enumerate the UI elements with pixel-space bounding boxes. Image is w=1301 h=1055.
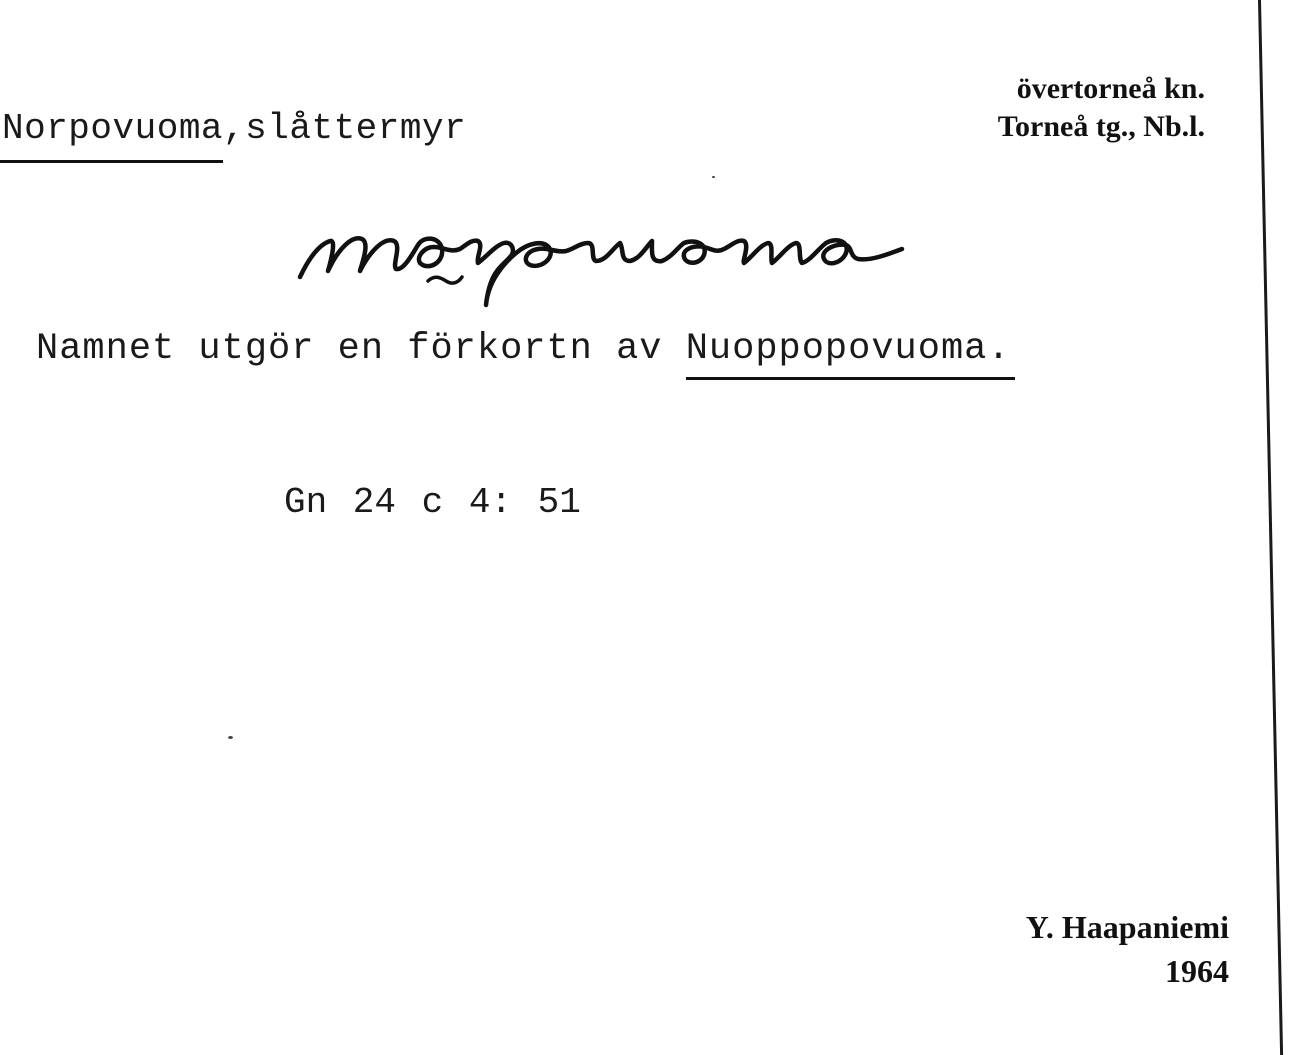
collector-name: Y. Haapaniemi [1025, 909, 1229, 945]
headword-line [2, 108, 466, 149]
parish-line-2: Torneå tg., Nb.l. [997, 110, 1205, 143]
sentence-name: Nuoppopovuoma. [685, 328, 1011, 370]
archive-reference: Gn 24 c 4: 51 [284, 482, 581, 523]
headword: Norpovuoma [2, 108, 224, 149]
collector-year: 1964 [1165, 953, 1229, 989]
handwritten-pronunciation [290, 205, 930, 315]
parish-line-1: övertorneå kn. [1016, 72, 1205, 105]
parish-block [998, 70, 1205, 146]
signature-block [1026, 905, 1229, 993]
card-edge-line [1258, 0, 1283, 1055]
ink-speck [712, 176, 715, 178]
headword-suffix: ,slåttermyr [223, 108, 467, 149]
explanation-sentence [36, 328, 1011, 370]
sentence-prefix: Namnet utgör en förkortn av [36, 328, 686, 370]
ink-speck [228, 736, 233, 739]
